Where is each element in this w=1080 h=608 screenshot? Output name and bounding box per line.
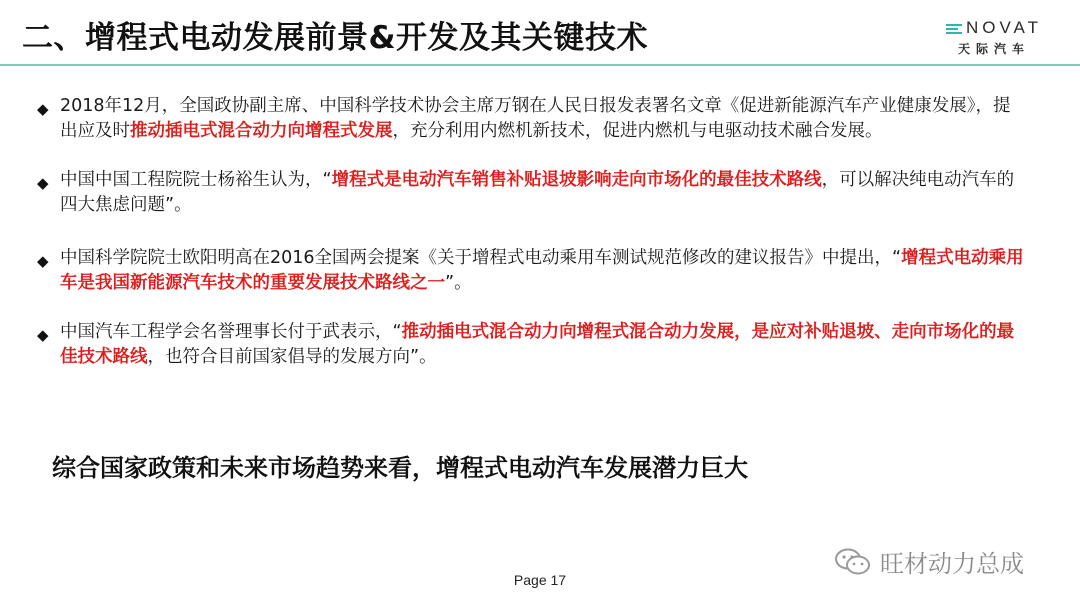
diamond-bullet-icon: ◆ [37,100,49,118]
bullet-item-1 [36,94,1026,144]
bullet-text: 中国中国工程院院士杨裕生认为，“ [60,170,332,190]
bullet-text: 中国汽车工程学会名誉理事长付于武表示，“ [60,322,402,342]
bullet-list [36,94,1026,394]
bullet-highlight: 增程式电动乘用车是我国新能源汽车技术的重要发展技术路线之一 [60,248,1024,293]
summary-statement: 综合国家政策和未来市场趋势来看，增程式电动汽车发展潜力巨大 [52,454,748,482]
brand-logo [934,18,1054,57]
bullet-item-2 [36,168,1026,218]
bullet-item-4 [36,320,1026,370]
watermark-text: 旺材动力总成 [880,550,1024,578]
diamond-bullet-icon: ◆ [37,252,49,270]
page-title: 二、增程式电动发展前景&开发及其关键技术 [22,20,649,56]
bullet-text: ”。 [445,273,472,293]
bullet-item-3 [36,246,1026,296]
bullet-text: 2018年12月，全国政协副主席、中国科学技术协会主席万钢在人民日报发表署名文章《促进新能源汽车产业健康发展》，提出应及时 [60,96,1011,141]
title-divider [0,64,1080,66]
bullet-highlight: 增程式是电动汽车销售补贴退坡影响走向市场化的最佳技术路线 [331,170,822,190]
novat-logo-mark-icon [946,22,962,34]
bullet-text: ，也符合目前国家倡导的发展方向”。 [147,347,437,367]
diamond-bullet-icon: ◆ [37,326,49,344]
bullet-text: ，可以解决纯电动汽车的四大焦虑问题”。 [60,170,1015,215]
diamond-bullet-icon: ◆ [37,174,49,192]
bullet-text: ，充分利用内燃机新技术，促进内燃机与电驱动技术融合发展。 [392,121,883,141]
bullet-highlight: 推动插电式混合动力向增程式混合动力发展，是应对补贴退坡、走向市场化的最佳技术路线 [60,322,1015,367]
bullet-highlight: 推动插电式混合动力向增程式发展 [130,121,393,141]
page-number: Page 17 [513,572,567,588]
logo-text-cn: 天际汽车 [957,42,1030,56]
bullet-text: 中国科学院院士欧阳明高在2016全国两会提案《关于增程式电动乘用车测试规范修改的建议报告》中提出，“ [60,248,902,268]
logo-text-en: NOVAT [965,18,1043,37]
